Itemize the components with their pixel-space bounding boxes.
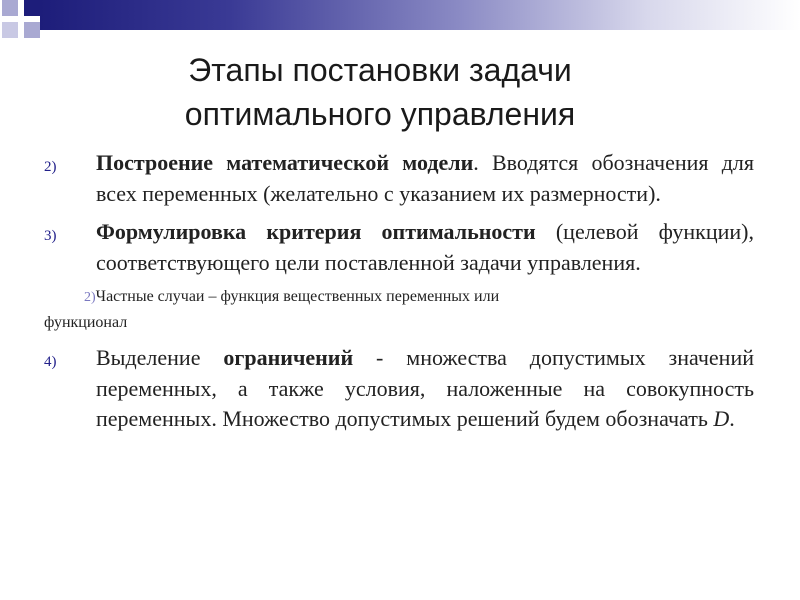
item-heading: Построение математической модели [96, 150, 474, 175]
gradient-band [40, 0, 800, 30]
decor-square [24, 0, 40, 16]
list-item [44, 217, 754, 278]
item-text-pre: Выделение [96, 345, 224, 370]
item-number: 4) [44, 354, 57, 370]
item-text-end: . [729, 406, 735, 431]
title-line-1: Этапы постановки задачи [188, 52, 572, 88]
list-item [44, 343, 754, 435]
item-text: (целевой функции), соответствующего цели поставленной задачи управления. [96, 219, 754, 275]
item-heading: ограничений [223, 345, 354, 370]
variable-d: D [713, 406, 730, 431]
slide-title [110, 48, 650, 136]
item-number: 2) [44, 159, 57, 175]
sub-item-text: Частные случаи – функция вещественных переменных или [95, 288, 500, 305]
sub-item [44, 284, 754, 335]
sub-item-number: 2) [84, 290, 96, 305]
decor-square [2, 22, 18, 38]
item-text: . Вводятся обозначения для всех переменных (желательно с указанием их размерности). [96, 150, 754, 206]
title-line-2: оптимального управления [184, 96, 576, 132]
list-item [44, 148, 754, 209]
slide-body [44, 148, 754, 443]
item-heading: Формулировка критерия оптимальности [96, 219, 536, 244]
sub-item-continuation: функционал [44, 314, 128, 331]
decor-square [24, 22, 40, 38]
decor-square [2, 0, 18, 16]
item-number: 3) [44, 228, 57, 244]
item-text: - множества допустимых значений переменных, а также условия, наложенные на совокупность переменных. Множество допустимых решений будем обозначать [96, 345, 755, 431]
